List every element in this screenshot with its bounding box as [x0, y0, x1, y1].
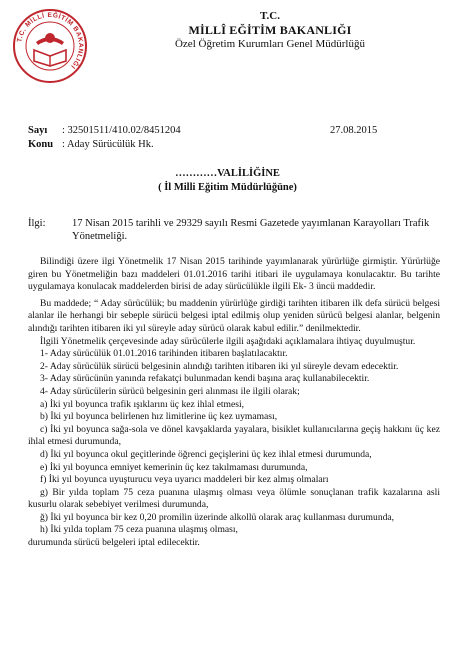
sub-item: c) İki yıl boyunca sağa-sola ve dönel kavşaklarda yayalara, bisiklet kullanıcılarına geçiş hakkını üç kez ihlal etmesi durumunda,: [28, 423, 440, 448]
sub-item: ğ) İki yıl boyunca bir kez 0,20 promilin üzerinde alkollü olarak araç kullanması durumunda,: [40, 511, 395, 523]
paragraph: İlgili Yönetmelik çerçevesinde aday sürücülerle ilgili aşağıdaki açıklamalara ihtiyaç duyulmuştur.: [40, 335, 416, 347]
konu-line: [28, 139, 154, 150]
sub-item: f) İki yıl boyunca uyuşturucu veya uyarıcı maddeleri bir kez almış olmaları: [40, 474, 329, 486]
ministry-logo: [12, 8, 88, 84]
svg-text:T.C. MİLLİ EĞİTİM BAKANLIĞI: T.C. MİLLİ EĞİTİM BAKANLIĞI: [16, 11, 85, 71]
konu-label: Konu: [28, 139, 54, 150]
recipient-subtitle: ( İl Milli Eğitim Müdürlüğüne): [158, 182, 297, 193]
header-ministry: MİLLÎ EĞİTİM BAKANLIĞI: [188, 23, 352, 37]
letter-body: [28, 256, 440, 550]
list-item: 1- Aday sürücülük 01.01.2016 tarihinden itibaren başlatılacaktır.: [40, 348, 288, 360]
ilgi-label: İlgi:: [28, 218, 46, 229]
list-item: 4- Aday sürücülerin sürücü belgesinin geri alınması ile ilgili olarak;: [40, 385, 300, 397]
paragraph: Bu maddede; “ Aday sürücülük; bu maddenin yürürlüğe girdiği tarihten itibaren ilk defa sürücü belgesi alanlar ile herhangi bir sebeple sürücü belgesi iptal edilmiş olup yeniden sürücü belgesi alanlar, belgenin alındığı tarihten itibaren iki yıl süreyle aday sürücü olarak kabul edilir.” denilmektedir.: [28, 297, 440, 334]
list-item: 2- Aday sürücülük sürücü belgesinin alındığı tarihten itibaren iki yıl süreyle devam edecektir.: [40, 360, 399, 372]
closing-line: durumunda sürücü belgeleri iptal edilecektir.: [28, 537, 200, 549]
sub-item: a) İki yıl boyunca trafik ışıklarını üç kez ihlal etmesi,: [40, 398, 245, 410]
sub-item: e) İki yıl boyunca emniyet kemerinin üç kez takılmaması durumunda,: [40, 461, 308, 473]
ilgi-text: 17 Nisan 2015 tarihli ve 29329 sayılı Resmi Gazetede yayımlanan Karayolları Trafik Yönetmeliği.: [72, 218, 430, 242]
paragraph: Bilindiği üzere ilgi Yönetmelik 17 Nisan 2015 tarihinde yayımlanarak yürürlüğe girmiştir. Yürürlüğe giren bu Yönetmeliğin bazı maddeleri 01.01.2016 tarihi itibari ile uygulamaya konulacaktır. Bu tarihte uygulamaya konulacak maddelerden birisi de aday sürücülükle ilgili Ek- 3 üncü maddedir.: [28, 256, 440, 293]
sayi-line: [28, 125, 181, 136]
header-directorate: Özel Öğretim Kurumları Genel Müdürlüğü: [174, 38, 365, 50]
header-tc: T.C.: [260, 10, 280, 22]
konu-value: : Aday Sürücülük Hk.: [62, 139, 154, 150]
document-date: 27.08.2015: [330, 125, 378, 136]
sub-item: h) İki yılda toplam 75 ceza puanına ulaşmış olması,: [40, 524, 238, 536]
sub-item: d) İki yıl boyunca okul geçitlerinde öğrenci geçişlerini üç kez ihlal etmesi durumunda,: [40, 448, 372, 460]
list-item: 3- Aday sürücünün yanında refakatçi bulunmadan kendi başına araç kullanabilecektir.: [40, 373, 370, 385]
sayi-value: : 32501511/410.02/8451204: [62, 125, 181, 136]
sayi-label: Sayı: [28, 125, 48, 136]
recipient-title: …………VALİLİĞİNE: [175, 168, 280, 179]
sub-item: b) İki yıl boyunca belirlenen hız limitlerine üç kez uymaması,: [40, 411, 278, 423]
sub-item: g) Bir yılda toplam 75 ceza puanına ulaşmış olması veya ölümle sonuçlanan trafik kazalarına asli kusurlu olarak sebebiyet verilmesi durumunda,: [28, 486, 440, 511]
